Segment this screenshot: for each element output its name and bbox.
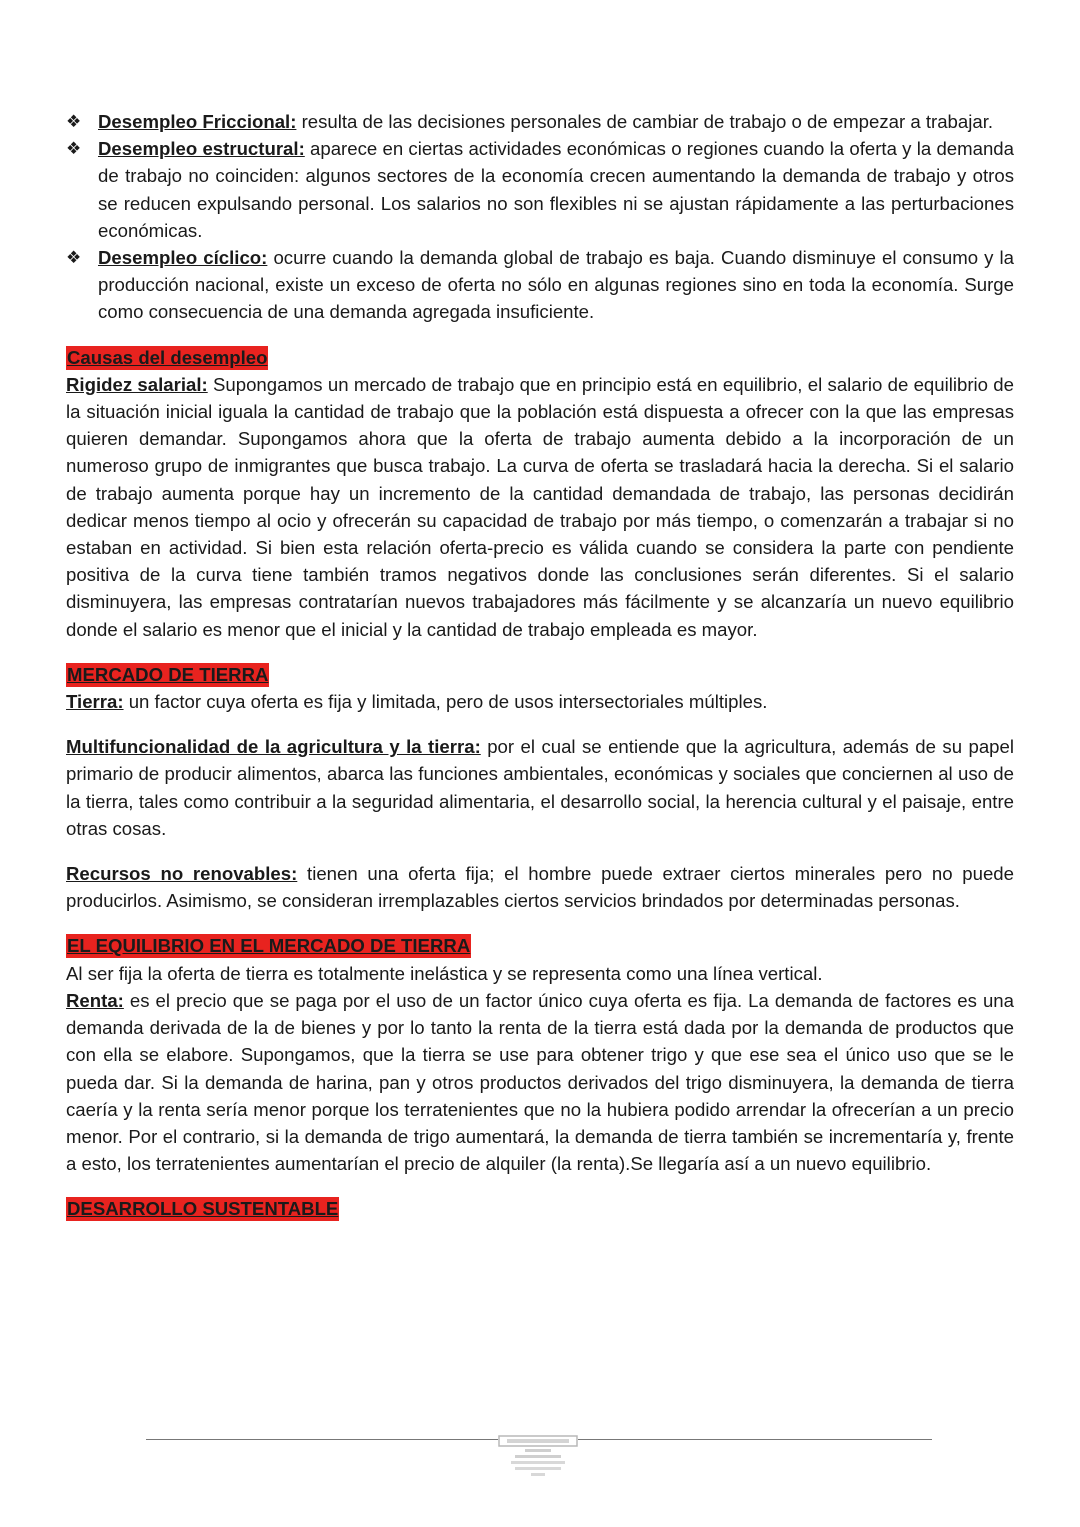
heading-mercado-tierra: MERCADO DE TIERRA xyxy=(67,663,269,685)
paragraph-intro: Al ser fija la oferta de tierra es totalmente inelástica y se representa como una línea vertical. xyxy=(66,962,823,984)
section-mercado-tierra xyxy=(66,661,1014,915)
term-multifuncionalidad: Multifuncionalidad de la agricultura y la tierra: xyxy=(66,736,481,758)
paragraph-text: tienen una oferta fija; el hombre puede extraer ciertos minerales pero no puede producirlos. Asimismo, se consideran irremplazables ciertos servicios brindados por determinadas personas. xyxy=(66,863,1014,912)
section-desarrollo xyxy=(66,1195,1014,1222)
footer-divider-left xyxy=(146,1439,498,1440)
term-ciclico: Desempleo cíclico: xyxy=(98,247,268,269)
paragraph-text: es el precio que se paga por el uso de un factor único cuya oferta es fija. La demanda de factores es una demanda derivada de la de bienes y por lo tanto la renta de la tierra está dada por la demanda de productos que con ella se elabore. Supongamos, que la tierra se use para obtener trigo y que ese sea el único uso que se le pueda dar. Si la demanda de harina, pan y otros productos derivados del trigo disminuyera, la demanda de tierra caería y la renta sería menor porque los terratenientes que no la hubiera podido arrendar la ofrecerían a un precio menor. Por el contrario, si la demanda de trigo aumentará, la demanda de tierra también se incrementaría y, frente a esto, los terratenientes aumentarían el precio de alquiler (la renta).Se llegaría así a un nuevo equilibrio. xyxy=(66,989,1014,1175)
unemployment-types-list xyxy=(66,108,1014,326)
paragraph-tierra xyxy=(66,688,1014,715)
paragraph-renta xyxy=(66,987,1014,1177)
definition-text: resulta de las decisiones personales de cambiar de trabajo o de empezar a trabajar. xyxy=(296,111,994,132)
list-item xyxy=(66,244,1014,326)
paragraph-rigidez xyxy=(66,371,1014,643)
term-renta: Renta: xyxy=(66,989,124,1011)
term-rigidez: Rigidez salarial: xyxy=(66,373,208,395)
diamond-bullet-icon: ❖ xyxy=(66,248,82,268)
heading-desarrollo: DESARROLLO SUSTENTABLE xyxy=(67,1198,339,1220)
list-item xyxy=(66,108,1014,135)
footer-divider-right xyxy=(578,1439,932,1440)
paragraph-text: por el cual se entiende que la agricultura, además de su papel primario de producir alimentos, abarca las funciones ambientales, económicas y sociales que conciernen al uso de la tierra, tales como contribuir a la seguridad alimentaria, el desarrollo social, la herencia cultural y el paisaje, entre otras cosas. xyxy=(66,736,1014,839)
term-estructural: Desempleo estructural: xyxy=(98,138,305,160)
diamond-bullet-icon: ❖ xyxy=(66,139,82,159)
paragraph-text: un factor cuya oferta es fija y limitada, pero de usos intersectoriales múltiples. xyxy=(123,691,768,713)
term-recursos: Recursos no renovables: xyxy=(66,863,298,885)
list-item xyxy=(66,135,1014,244)
term-tierra: Tierra: xyxy=(66,691,124,713)
heading-causas: Causas del desempleo xyxy=(67,346,268,368)
term-friccional: Desempleo Friccional: xyxy=(98,111,297,132)
paragraph-recursos xyxy=(66,860,1014,914)
paragraph-multifuncionalidad xyxy=(66,733,1014,842)
section-equilibrio xyxy=(66,932,1014,1177)
footer-logo-icon xyxy=(497,1434,579,1480)
heading-equilibrio: EL EQUILIBRIO EN EL MERCADO DE TIERRA xyxy=(67,935,471,957)
definition-text: ocurre cuando la demanda global de trabajo es baja. Cuando disminuye el consumo y la producción nacional, existe un exceso de oferta no sólo en algunas regiones sino en toda la economía. Surge como consecuencia de una demanda agregada insuficiente. xyxy=(98,247,1014,323)
document-page xyxy=(66,108,1014,1223)
definition-text: aparece en ciertas actividades económicas o regiones cuando la oferta y la demanda de trabajo no coinciden: algunos sectores de la economía crecen aumentando la demanda de trabajo y otros se reducen expulsando personal. Los salarios no son flexibles ni se ajustan rápidamente a las perturbaciones económicas. xyxy=(98,138,1014,241)
section-causas xyxy=(66,344,1014,643)
paragraph-text: Supongamos un mercado de trabajo que en principio está en equilibrio, el salario de equilibrio de la situación inicial iguala la cantidad de trabajo que la población está dispuesta a ofrecer con la que las empresas quieren demandar. Supongamos ahora que la oferta de trabajo aumenta debido a la incorporación de un numeroso grupo de inmigrantes que busca trabajo. La curva de oferta se trasladará hacia la derecha. Si el salario de trabajo aumenta porque hay un incremento de la cantidad demandada de trabajo, las personas decidirán dedicar menos tiempo al ocio y ofrecerán su capacidad de trabajo por más tiempo, o comenzarán a trabajar si no estaban en actividad. Si bien esta relación oferta-precio es válida cuando se considera la parte con pendiente positiva de la curva tiene también tramos negativos donde las conclusiones serán diferentes. Si el salario disminuyera, las empresas contratarían nuevos trabajadores más fácilmente y se alcanzaría un nuevo equilibrio donde el salario es menor que el inicial y la cantidad de trabajo empleada es mayor. xyxy=(66,373,1014,640)
diamond-bullet-icon: ❖ xyxy=(66,112,82,131)
